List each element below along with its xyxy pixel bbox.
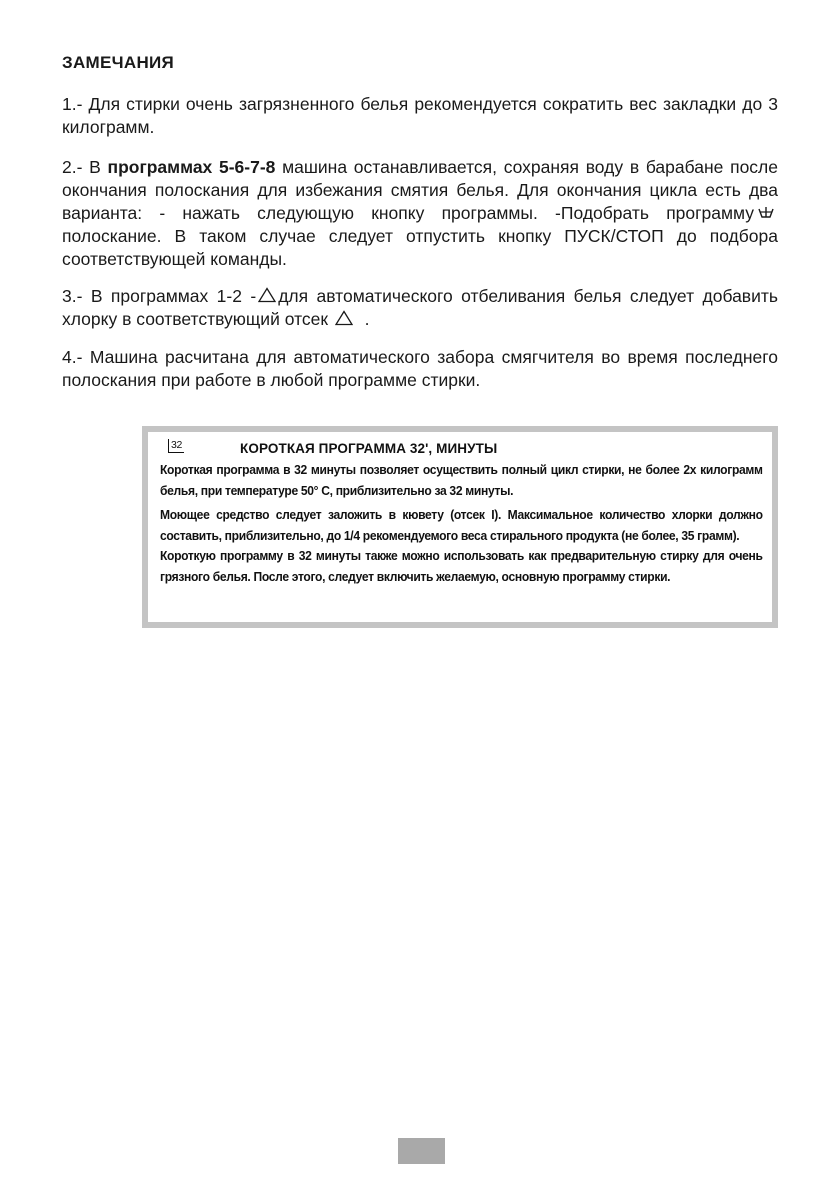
section-heading: ЗАМЕЧАНИЯ: [62, 53, 175, 72]
bleach-triangle-icon: [335, 310, 353, 326]
note-4: 4.- Машина расчитана для автоматического забора смягчителя во время последнего полоскания при работе в любой программе стирки.: [62, 347, 778, 390]
short-program-box: [142, 426, 778, 628]
box-title: КОРОТКАЯ ПРОГРАММА 32', МИНУТЫ: [240, 441, 498, 456]
box-paragraph-2: Моющее средство следует заложить в кювету (отсек I). Максимальное количество хлорки должно составить, приблизительно, до 1/4 рекомендуемого веса стирального продукта (не более, 35 грамм).: [160, 507, 763, 543]
bleach-triangle-icon: [258, 287, 276, 303]
box-title-row: [160, 438, 760, 458]
page-number-block: [398, 1138, 445, 1164]
note-2-tail: полоскание. В таком случае следует отпустить кнопку ПУСК/СТОП до подбора соответствующей команды.: [62, 226, 778, 269]
box-paragraph-3: Короткую программу в 32 минуты также можно использовать как предварительную стирку для очень грязного белья. После этого, следует включить желаемую, основную программу стирки.: [160, 548, 763, 584]
box-paragraph-1: Короткая программа в 32 минуты позволяет осуществить полный цикл стирки, не более 2х килограмм белья, при температуре 50° С, приблизительно за 32 минуты.: [160, 462, 763, 498]
note-2-programs: программах 5-6-7-8: [107, 157, 276, 177]
rinse-hold-icon: [757, 206, 775, 220]
program-32-icon: 32: [168, 439, 184, 453]
note-1: 1.- Для стирки очень загрязненного белья рекомендуется сократить вес закладки до 3 килограмм.: [62, 94, 778, 137]
note-3: [62, 285, 778, 331]
note-3-prefix: 3.- В программах 1-2 -: [62, 286, 257, 306]
note-2-prefix: 2.- В: [62, 157, 108, 177]
short-program-box-content: [148, 432, 772, 622]
note-3-end: .: [364, 309, 370, 329]
note-2-body: машина останавливается, сохраняя воду в барабане после окончания полоскания для избежания смятия белья. Для окончания цикла есть два варианта: - нажать следующую кнопку программы. -Подобрать программу: [62, 157, 778, 223]
note-3-body: для автоматического отбеливания белья следует добавить хлорку в соответствующий отсек: [62, 286, 779, 329]
note-2: [62, 156, 778, 271]
